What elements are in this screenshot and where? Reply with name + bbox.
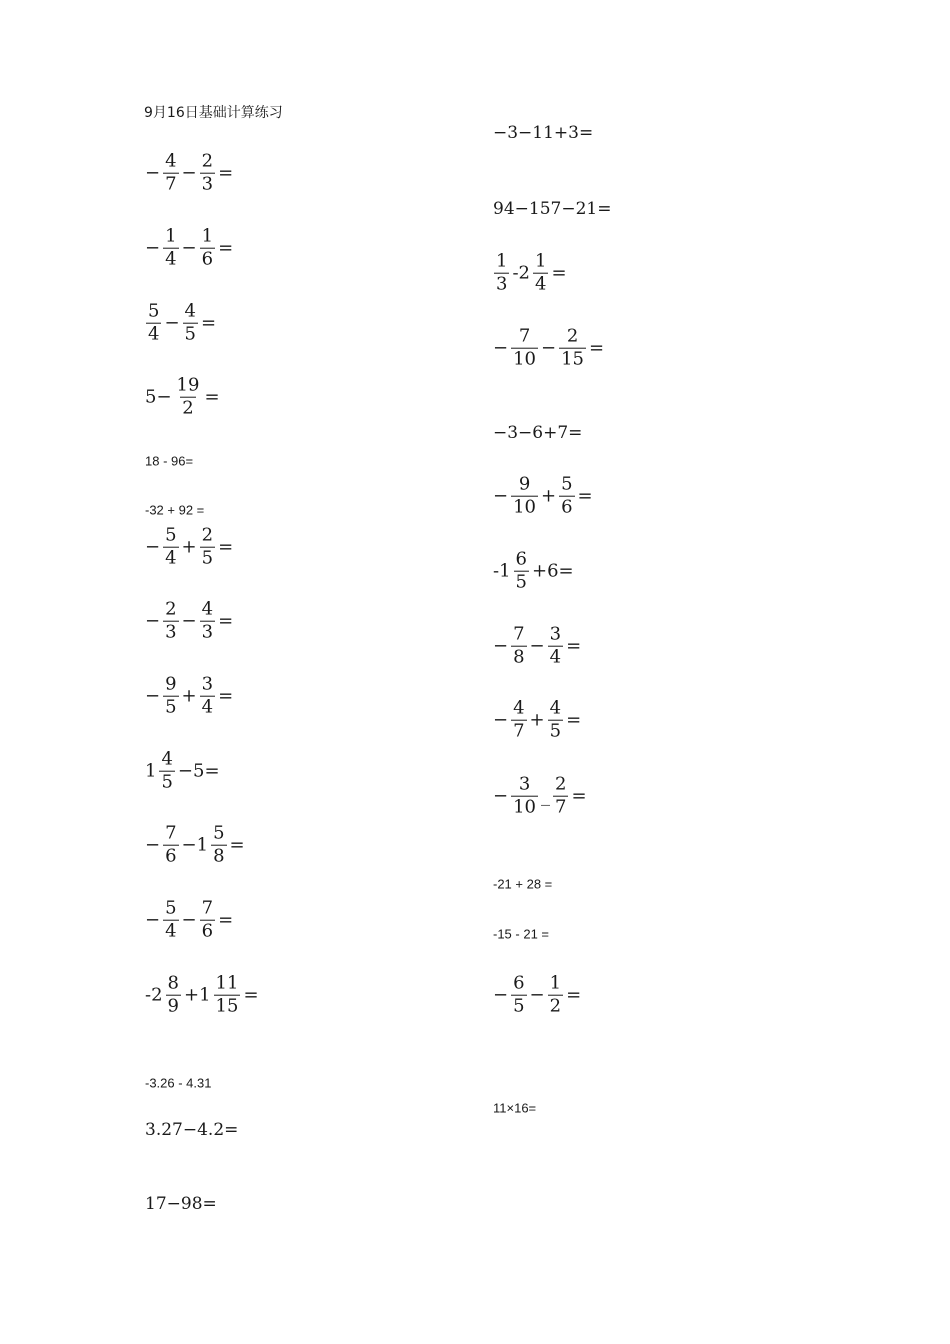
denominator: 6 bbox=[165, 845, 177, 867]
numerator: 4 bbox=[161, 748, 173, 770]
fraction bbox=[548, 625, 563, 668]
denominator: 15 bbox=[561, 348, 584, 370]
page-title: 9月16日基础计算练习 bbox=[144, 105, 283, 121]
fraction bbox=[183, 302, 198, 345]
fraction bbox=[559, 475, 574, 518]
expression-text: -2 bbox=[145, 984, 163, 1006]
expression-text: 11×16= bbox=[493, 1100, 537, 1116]
expression-text: 5− bbox=[145, 386, 172, 408]
math-problem bbox=[144, 503, 205, 518]
expression-text: = bbox=[551, 262, 567, 284]
expression-text: − bbox=[145, 162, 161, 184]
denominator: 3 bbox=[201, 621, 214, 643]
expression-text: = bbox=[218, 536, 234, 558]
numerator: 9 bbox=[165, 673, 177, 695]
numerator: 2 bbox=[555, 773, 567, 795]
expression-text: − bbox=[145, 536, 161, 558]
fraction bbox=[200, 675, 215, 718]
denominator: 5 bbox=[515, 571, 527, 593]
denominator: 15 bbox=[215, 995, 239, 1017]
denominator: 5 bbox=[161, 771, 173, 793]
denominator: 10 bbox=[513, 496, 536, 518]
fraction bbox=[166, 974, 181, 1017]
denominator: 4 bbox=[549, 646, 562, 668]
fraction bbox=[511, 974, 526, 1017]
fraction bbox=[200, 227, 215, 270]
expression-text: −1 bbox=[181, 834, 209, 856]
numerator: 2 bbox=[566, 325, 579, 347]
expression-text: − bbox=[529, 984, 545, 1006]
expression-text: − bbox=[493, 337, 509, 359]
math-problem bbox=[144, 302, 217, 345]
denominator: 9 bbox=[167, 995, 179, 1017]
math-problem bbox=[144, 376, 221, 419]
expression-text: − bbox=[529, 635, 545, 657]
math-problem bbox=[492, 974, 582, 1017]
denominator: 3 bbox=[201, 173, 214, 195]
math-problem bbox=[492, 1101, 537, 1116]
expression-text: = bbox=[566, 635, 582, 657]
expression-text: − bbox=[181, 237, 197, 259]
expression-text: −5= bbox=[177, 760, 220, 782]
math-problem bbox=[144, 750, 221, 793]
numerator: 5 bbox=[561, 473, 573, 495]
numerator: 1 bbox=[165, 225, 177, 247]
math-problem bbox=[144, 227, 234, 270]
expression-text: = bbox=[229, 834, 245, 856]
expression-text: = bbox=[218, 162, 234, 184]
expression-text: − bbox=[541, 337, 557, 359]
fraction bbox=[211, 824, 226, 867]
expression-text: −3−6+7= bbox=[493, 423, 583, 443]
fraction bbox=[163, 526, 178, 569]
math-problem bbox=[492, 252, 568, 295]
numerator: 7 bbox=[201, 897, 214, 919]
denominator: 8 bbox=[513, 646, 525, 668]
expression-text: 94−157−21= bbox=[493, 199, 612, 219]
denominator: 7 bbox=[513, 720, 525, 742]
numerator: 9 bbox=[518, 473, 531, 495]
math-problem bbox=[492, 775, 588, 818]
fraction bbox=[548, 974, 563, 1017]
denominator: 2 bbox=[549, 995, 562, 1017]
expression-text: = bbox=[218, 610, 234, 632]
expression-text: − bbox=[145, 909, 161, 931]
fraction bbox=[511, 327, 538, 370]
numerator: 3 bbox=[201, 673, 214, 695]
denominator: 10 bbox=[513, 796, 536, 818]
fraction bbox=[511, 475, 538, 518]
expression-text: + bbox=[529, 709, 545, 731]
fraction bbox=[514, 550, 529, 593]
numerator: 5 bbox=[213, 822, 225, 844]
fraction bbox=[200, 152, 215, 195]
numerator: 4 bbox=[549, 697, 562, 719]
numerator: 2 bbox=[201, 150, 214, 172]
denominator: 7 bbox=[555, 796, 567, 818]
numerator: 1 bbox=[201, 225, 214, 247]
expression-text: _ bbox=[541, 785, 550, 807]
math-problem bbox=[144, 600, 234, 643]
fraction bbox=[494, 252, 509, 295]
numerator: 11 bbox=[215, 972, 239, 994]
math-problem bbox=[144, 899, 234, 942]
numerator: 5 bbox=[165, 524, 177, 546]
fraction bbox=[146, 302, 161, 345]
math-problem bbox=[492, 123, 594, 143]
denominator: 3 bbox=[165, 621, 177, 643]
expression-text: = bbox=[577, 485, 593, 507]
math-problem bbox=[144, 1120, 239, 1140]
expression-text: 17−98= bbox=[145, 1194, 217, 1214]
numerator: 6 bbox=[515, 548, 527, 570]
expression-text: = bbox=[243, 984, 259, 1006]
denominator: 2 bbox=[182, 397, 194, 419]
numerator: 4 bbox=[165, 150, 177, 172]
expression-text: = bbox=[566, 984, 582, 1006]
denominator: 5 bbox=[165, 696, 177, 718]
expression-text: − bbox=[493, 709, 509, 731]
expression-text: -3.26 - 4.31 bbox=[145, 1075, 212, 1091]
expression-text: = bbox=[589, 337, 605, 359]
denominator: 8 bbox=[213, 845, 225, 867]
expression-text: = bbox=[204, 386, 220, 408]
expression-text: = bbox=[218, 909, 234, 931]
math-problem bbox=[144, 152, 234, 195]
expression-text: − bbox=[145, 237, 161, 259]
fraction bbox=[511, 625, 526, 668]
math-problem bbox=[492, 927, 550, 942]
expression-text: − bbox=[145, 685, 161, 707]
denominator: 5 bbox=[201, 547, 214, 569]
numerator: 4 bbox=[513, 697, 525, 719]
expression-text: − bbox=[181, 909, 197, 931]
denominator: 4 bbox=[165, 547, 177, 569]
math-problem bbox=[144, 1194, 218, 1214]
expression-text: − bbox=[181, 162, 197, 184]
math-problem bbox=[144, 675, 234, 718]
math-problem bbox=[144, 824, 246, 867]
math-problem bbox=[492, 423, 583, 443]
fraction bbox=[214, 974, 241, 1017]
math-problem bbox=[492, 327, 605, 370]
numerator: 7 bbox=[165, 822, 177, 844]
math-problem bbox=[144, 526, 234, 569]
denominator: 4 bbox=[201, 696, 214, 718]
fraction bbox=[163, 675, 178, 718]
expression-text: = bbox=[218, 685, 234, 707]
denominator: 3 bbox=[496, 273, 508, 295]
expression-text: + bbox=[181, 685, 197, 707]
expression-text: -32 + 92 = bbox=[145, 502, 205, 518]
expression-text: 18 - 96= bbox=[145, 453, 194, 469]
math-problem bbox=[492, 625, 582, 668]
expression-text: = bbox=[201, 312, 217, 334]
math-problem bbox=[144, 1076, 213, 1091]
expression-text: − bbox=[164, 312, 180, 334]
numerator: 7 bbox=[518, 325, 531, 347]
expression-text: − bbox=[493, 785, 509, 807]
numerator: 3 bbox=[549, 623, 562, 645]
math-problem bbox=[492, 475, 594, 518]
expression-text: 1 bbox=[145, 760, 157, 782]
expression-text: + bbox=[181, 536, 197, 558]
expression-text: −3−11+3= bbox=[493, 123, 594, 143]
denominator: 5 bbox=[549, 720, 562, 742]
fraction bbox=[200, 526, 215, 569]
math-problem bbox=[144, 454, 194, 469]
expression-text: − bbox=[493, 635, 509, 657]
denominator: 4 bbox=[165, 920, 177, 942]
numerator: 8 bbox=[167, 972, 179, 994]
fraction bbox=[200, 899, 215, 942]
expression-text: + bbox=[541, 485, 557, 507]
fraction bbox=[200, 600, 215, 643]
denominator: 6 bbox=[201, 920, 214, 942]
numerator: 2 bbox=[201, 524, 214, 546]
denominator: 6 bbox=[201, 248, 214, 270]
denominator: 5 bbox=[513, 995, 525, 1017]
denominator: 5 bbox=[184, 323, 196, 345]
expression-text: 3.27−4.2= bbox=[145, 1120, 239, 1140]
numerator: 1 bbox=[535, 250, 547, 272]
expression-text: -2 bbox=[512, 262, 530, 284]
fraction bbox=[163, 600, 178, 643]
expression-text: = bbox=[218, 237, 234, 259]
fraction bbox=[511, 699, 526, 742]
math-problem bbox=[492, 550, 575, 593]
numerator: 1 bbox=[549, 972, 562, 994]
expression-text: − bbox=[145, 610, 161, 632]
numerator: 1 bbox=[496, 250, 508, 272]
expression-text: − bbox=[493, 485, 509, 507]
math-problem bbox=[492, 699, 582, 742]
fraction bbox=[533, 252, 548, 295]
math-problem bbox=[492, 877, 553, 892]
numerator: 2 bbox=[165, 598, 177, 620]
numerator: 19 bbox=[176, 374, 200, 396]
denominator: 4 bbox=[165, 248, 177, 270]
denominator: 4 bbox=[535, 273, 547, 295]
expression-text: = bbox=[566, 709, 582, 731]
expression-text: -15 - 21 = bbox=[493, 926, 550, 942]
expression-text: − bbox=[493, 984, 509, 1006]
fraction bbox=[175, 376, 202, 419]
numerator: 3 bbox=[518, 773, 531, 795]
expression-text: -1 bbox=[493, 560, 511, 582]
numerator: 4 bbox=[184, 300, 196, 322]
expression-text: -21 + 28 = bbox=[493, 876, 553, 892]
fraction bbox=[163, 899, 178, 942]
numerator: 5 bbox=[148, 300, 160, 322]
fraction bbox=[553, 775, 568, 818]
numerator: 6 bbox=[513, 972, 525, 994]
fraction bbox=[511, 775, 538, 818]
math-problem bbox=[144, 974, 260, 1017]
expression-text: +6= bbox=[532, 560, 574, 582]
expression-text: − bbox=[145, 834, 161, 856]
numerator: 5 bbox=[165, 897, 177, 919]
fraction bbox=[559, 327, 586, 370]
numerator: 7 bbox=[513, 623, 525, 645]
fraction bbox=[163, 227, 178, 270]
denominator: 6 bbox=[561, 496, 573, 518]
denominator: 7 bbox=[165, 173, 177, 195]
denominator: 4 bbox=[148, 323, 160, 345]
expression-text: − bbox=[181, 610, 197, 632]
fraction bbox=[548, 699, 563, 742]
math-problem bbox=[492, 199, 612, 219]
numerator: 4 bbox=[201, 598, 214, 620]
expression-text: +1 bbox=[184, 984, 211, 1006]
expression-text: = bbox=[571, 785, 587, 807]
fraction bbox=[163, 152, 178, 195]
denominator: 10 bbox=[513, 348, 536, 370]
fraction bbox=[159, 750, 174, 793]
fraction bbox=[163, 824, 178, 867]
